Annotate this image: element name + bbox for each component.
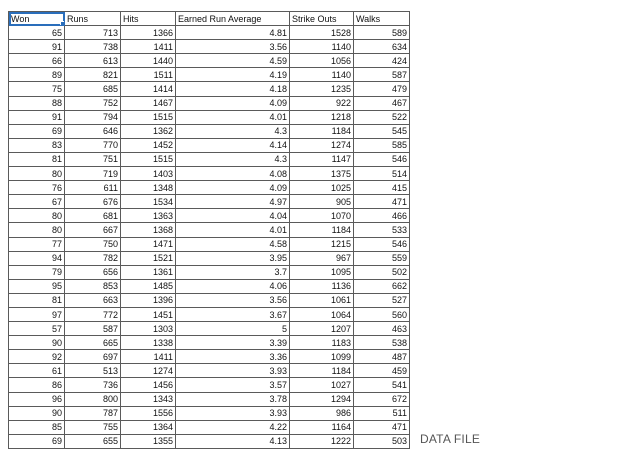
cell-won[interactable]: 90 <box>9 336 65 350</box>
cell-walks[interactable]: 672 <box>354 392 410 406</box>
cell-hits[interactable]: 1348 <box>121 181 176 195</box>
cell-strike-outs[interactable]: 1099 <box>290 350 354 364</box>
cell-won[interactable]: 79 <box>9 265 65 279</box>
cell-walks[interactable]: 546 <box>354 237 410 251</box>
cell-earned-run-average[interactable]: 4.01 <box>176 223 290 237</box>
table-row <box>9 40 410 54</box>
cell-hits[interactable]: 1303 <box>121 322 176 336</box>
cell-strike-outs[interactable]: 922 <box>290 96 354 110</box>
cell-strike-outs[interactable]: 1183 <box>290 336 354 350</box>
cell-runs[interactable]: 787 <box>65 406 121 420</box>
table-row <box>9 434 410 448</box>
cell-earned-run-average[interactable]: 3.36 <box>176 350 290 364</box>
cell-hits[interactable]: 1511 <box>121 68 176 82</box>
cell-earned-run-average[interactable]: 4.04 <box>176 209 290 223</box>
cell-runs[interactable]: 750 <box>65 237 121 251</box>
cell-hits[interactable]: 1515 <box>121 110 176 124</box>
cell-hits[interactable]: 1521 <box>121 251 176 265</box>
header-runs[interactable]: Runs <box>65 12 121 26</box>
cell-won[interactable]: 94 <box>9 251 65 265</box>
header-hits[interactable]: Hits <box>121 12 176 26</box>
cell-won[interactable]: 92 <box>9 350 65 364</box>
cell-earned-run-average[interactable]: 4.09 <box>176 96 290 110</box>
cell-earned-run-average[interactable]: 4.22 <box>176 420 290 434</box>
cell-strike-outs[interactable]: 967 <box>290 251 354 265</box>
cell-won[interactable]: 85 <box>9 420 65 434</box>
table-row <box>9 195 410 209</box>
cell-walks[interactable]: 560 <box>354 307 410 321</box>
cell-runs[interactable]: 697 <box>65 350 121 364</box>
table-row <box>9 307 410 321</box>
cell-won[interactable]: 65 <box>9 26 65 40</box>
cell-walks[interactable]: 471 <box>354 195 410 209</box>
cell-walks[interactable]: 459 <box>354 364 410 378</box>
cell-runs[interactable]: 752 <box>65 96 121 110</box>
cell-hits[interactable]: 1274 <box>121 364 176 378</box>
header-strike-outs[interactable]: Strike Outs <box>290 12 354 26</box>
cell-hits[interactable]: 1471 <box>121 237 176 251</box>
cell-strike-outs[interactable]: 1147 <box>290 152 354 166</box>
cell-walks[interactable]: 479 <box>354 82 410 96</box>
cell-walks[interactable]: 527 <box>354 293 410 307</box>
cell-hits[interactable]: 1467 <box>121 96 176 110</box>
cell-walks[interactable]: 634 <box>354 40 410 54</box>
cell-runs[interactable]: 646 <box>65 124 121 138</box>
table-row <box>9 293 410 307</box>
cell-earned-run-average[interactable]: 4.14 <box>176 138 290 152</box>
header-walks[interactable]: Walks <box>354 12 410 26</box>
table-row <box>9 406 410 420</box>
cell-strike-outs[interactable]: 1274 <box>290 138 354 152</box>
cell-runs[interactable]: 656 <box>65 265 121 279</box>
cell-hits[interactable]: 1364 <box>121 420 176 434</box>
table-row <box>9 378 410 392</box>
cell-walks[interactable]: 662 <box>354 279 410 293</box>
cell-hits[interactable]: 1411 <box>121 40 176 54</box>
cell-earned-run-average[interactable]: 3.78 <box>176 392 290 406</box>
cell-runs[interactable]: 821 <box>65 68 121 82</box>
selection-fill-handle[interactable] <box>60 21 65 26</box>
cell-earned-run-average[interactable]: 4.18 <box>176 82 290 96</box>
cell-walks[interactable]: 533 <box>354 223 410 237</box>
cell-hits[interactable]: 1411 <box>121 350 176 364</box>
header-earned-run-average[interactable]: Earned Run Average <box>176 12 290 26</box>
cell-hits[interactable]: 1362 <box>121 124 176 138</box>
cell-earned-run-average[interactable]: 5 <box>176 322 290 336</box>
cell-earned-run-average[interactable]: 3.7 <box>176 265 290 279</box>
cell-hits[interactable]: 1556 <box>121 406 176 420</box>
table-row <box>9 96 410 110</box>
cell-earned-run-average[interactable]: 3.56 <box>176 40 290 54</box>
cell-walks[interactable]: 559 <box>354 251 410 265</box>
cell-won[interactable]: 83 <box>9 138 65 152</box>
cell-won[interactable]: 80 <box>9 167 65 181</box>
cell-runs[interactable]: 665 <box>65 336 121 350</box>
cell-won[interactable]: 89 <box>9 68 65 82</box>
cell-walks[interactable]: 511 <box>354 406 410 420</box>
cell-runs[interactable]: 713 <box>65 26 121 40</box>
cell-runs[interactable]: 513 <box>65 364 121 378</box>
cell-won[interactable]: 91 <box>9 40 65 54</box>
cell-earned-run-average[interactable]: 3.57 <box>176 378 290 392</box>
cell-earned-run-average[interactable]: 4.08 <box>176 167 290 181</box>
cell-walks[interactable]: 463 <box>354 322 410 336</box>
cell-runs[interactable]: 655 <box>65 434 121 448</box>
cell-won[interactable]: 86 <box>9 378 65 392</box>
cell-strike-outs[interactable]: 1184 <box>290 124 354 138</box>
cell-earned-run-average[interactable]: 3.93 <box>176 364 290 378</box>
cell-won[interactable]: 75 <box>9 82 65 96</box>
cell-won[interactable]: 67 <box>9 195 65 209</box>
table-row <box>9 152 410 166</box>
cell-won[interactable]: 77 <box>9 237 65 251</box>
cell-walks[interactable]: 541 <box>354 378 410 392</box>
cell-strike-outs[interactable]: 1061 <box>290 293 354 307</box>
table-row <box>9 54 410 68</box>
cell-earned-run-average[interactable]: 3.95 <box>176 251 290 265</box>
cell-strike-outs[interactable]: 1184 <box>290 364 354 378</box>
cell-walks[interactable]: 522 <box>354 110 410 124</box>
table-row <box>9 336 410 350</box>
cell-strike-outs[interactable]: 1235 <box>290 82 354 96</box>
cell-runs[interactable]: 681 <box>65 209 121 223</box>
cell-walks[interactable]: 466 <box>354 209 410 223</box>
cell-won[interactable]: 57 <box>9 322 65 336</box>
cell-hits[interactable]: 1403 <box>121 167 176 181</box>
table-row <box>9 138 410 152</box>
cell-walks[interactable]: 487 <box>354 350 410 364</box>
cell-earned-run-average[interactable]: 4.19 <box>176 68 290 82</box>
cell-strike-outs[interactable]: 1207 <box>290 322 354 336</box>
cell-won[interactable]: 95 <box>9 279 65 293</box>
cell-won[interactable]: 81 <box>9 293 65 307</box>
cell-won[interactable]: 76 <box>9 181 65 195</box>
cell-walks[interactable]: 467 <box>354 96 410 110</box>
cell-runs[interactable]: 755 <box>65 420 121 434</box>
cell-earned-run-average[interactable]: 4.81 <box>176 26 290 40</box>
cell-earned-run-average[interactable]: 4.13 <box>176 434 290 448</box>
table-row <box>9 110 410 124</box>
cell-strike-outs[interactable]: 1064 <box>290 307 354 321</box>
table-body <box>9 26 410 449</box>
cell-hits[interactable]: 1338 <box>121 336 176 350</box>
cell-runs[interactable]: 736 <box>65 378 121 392</box>
cell-earned-run-average[interactable]: 4.06 <box>176 279 290 293</box>
cell-won[interactable]: 69 <box>9 124 65 138</box>
cell-strike-outs[interactable]: 1027 <box>290 378 354 392</box>
cell-hits[interactable]: 1534 <box>121 195 176 209</box>
cell-earned-run-average[interactable]: 4.97 <box>176 195 290 209</box>
cell-won[interactable]: 81 <box>9 152 65 166</box>
cell-strike-outs[interactable]: 1164 <box>290 420 354 434</box>
cell-hits[interactable]: 1515 <box>121 152 176 166</box>
cell-earned-run-average[interactable]: 3.39 <box>176 336 290 350</box>
cell-hits[interactable]: 1363 <box>121 209 176 223</box>
cell-runs[interactable]: 738 <box>65 40 121 54</box>
cell-won[interactable]: 90 <box>9 406 65 420</box>
cell-strike-outs[interactable]: 1215 <box>290 237 354 251</box>
cell-hits[interactable]: 1440 <box>121 54 176 68</box>
cell-strike-outs[interactable]: 1218 <box>290 110 354 124</box>
table-row <box>9 124 410 138</box>
cell-runs[interactable]: 853 <box>65 279 121 293</box>
cell-walks[interactable]: 514 <box>354 167 410 181</box>
table-row <box>9 364 410 378</box>
cell-earned-run-average[interactable]: 4.3 <box>176 124 290 138</box>
table-row <box>9 265 410 279</box>
cell-won[interactable]: 88 <box>9 96 65 110</box>
cell-won[interactable]: 80 <box>9 209 65 223</box>
cell-strike-outs[interactable]: 1136 <box>290 279 354 293</box>
cell-strike-outs[interactable]: 1375 <box>290 167 354 181</box>
cell-won[interactable]: 96 <box>9 392 65 406</box>
cell-runs[interactable]: 613 <box>65 54 121 68</box>
table-row <box>9 279 410 293</box>
cell-hits[interactable]: 1485 <box>121 279 176 293</box>
cell-hits[interactable]: 1355 <box>121 434 176 448</box>
cell-walks[interactable]: 502 <box>354 265 410 279</box>
cell-runs[interactable]: 782 <box>65 251 121 265</box>
cell-won[interactable]: 97 <box>9 307 65 321</box>
cell-won[interactable]: 91 <box>9 110 65 124</box>
cell-strike-outs[interactable]: 1070 <box>290 209 354 223</box>
cell-runs[interactable]: 587 <box>65 322 121 336</box>
cell-strike-outs[interactable]: 986 <box>290 406 354 420</box>
cell-hits[interactable]: 1451 <box>121 307 176 321</box>
cell-runs[interactable]: 663 <box>65 293 121 307</box>
cell-walks[interactable]: 538 <box>354 336 410 350</box>
header-row <box>9 12 410 26</box>
table-row <box>9 209 410 223</box>
cell-earned-run-average[interactable]: 4.01 <box>176 110 290 124</box>
table-row <box>9 181 410 195</box>
cell-runs[interactable]: 719 <box>65 167 121 181</box>
cell-earned-run-average[interactable]: 4.59 <box>176 54 290 68</box>
header-won[interactable]: Won <box>9 12 65 26</box>
cell-runs[interactable]: 685 <box>65 82 121 96</box>
cell-earned-run-average[interactable]: 3.93 <box>176 406 290 420</box>
cell-runs[interactable]: 667 <box>65 223 121 237</box>
data-file-caption: DATA FILE <box>420 432 481 446</box>
cell-strike-outs[interactable]: 1025 <box>290 181 354 195</box>
data-table <box>8 11 410 449</box>
cell-runs[interactable]: 770 <box>65 138 121 152</box>
cell-strike-outs[interactable]: 1140 <box>290 68 354 82</box>
cell-hits[interactable]: 1414 <box>121 82 176 96</box>
cell-walks[interactable]: 585 <box>354 138 410 152</box>
cell-hits[interactable]: 1361 <box>121 265 176 279</box>
cell-walks[interactable]: 471 <box>354 420 410 434</box>
table-row <box>9 26 410 40</box>
cell-runs[interactable]: 772 <box>65 307 121 321</box>
table-row <box>9 223 410 237</box>
table-row <box>9 392 410 406</box>
cell-walks[interactable]: 545 <box>354 124 410 138</box>
cell-walks[interactable]: 589 <box>354 26 410 40</box>
cell-hits[interactable]: 1396 <box>121 293 176 307</box>
cell-earned-run-average[interactable]: 4.58 <box>176 237 290 251</box>
cell-runs[interactable]: 794 <box>65 110 121 124</box>
table-row <box>9 237 410 251</box>
cell-walks[interactable]: 587 <box>354 68 410 82</box>
cell-strike-outs[interactable]: 1095 <box>290 265 354 279</box>
cell-strike-outs[interactable]: 905 <box>290 195 354 209</box>
cell-won[interactable]: 61 <box>9 364 65 378</box>
cell-strike-outs[interactable]: 1222 <box>290 434 354 448</box>
cell-won[interactable]: 80 <box>9 223 65 237</box>
cell-hits[interactable]: 1456 <box>121 378 176 392</box>
cell-strike-outs[interactable]: 1184 <box>290 223 354 237</box>
table-row <box>9 167 410 181</box>
cell-runs[interactable]: 751 <box>65 152 121 166</box>
table-row <box>9 68 410 82</box>
cell-walks[interactable]: 546 <box>354 152 410 166</box>
cell-strike-outs[interactable]: 1056 <box>290 54 354 68</box>
cell-strike-outs[interactable]: 1140 <box>290 40 354 54</box>
cell-hits[interactable]: 1368 <box>121 223 176 237</box>
table-row <box>9 322 410 336</box>
cell-runs[interactable]: 611 <box>65 181 121 195</box>
cell-earned-run-average[interactable]: 4.3 <box>176 152 290 166</box>
cell-earned-run-average[interactable]: 4.09 <box>176 181 290 195</box>
cell-hits[interactable]: 1452 <box>121 138 176 152</box>
cell-earned-run-average[interactable]: 3.56 <box>176 293 290 307</box>
cell-won[interactable]: 69 <box>9 434 65 448</box>
cell-strike-outs[interactable]: 1294 <box>290 392 354 406</box>
table-row <box>9 82 410 96</box>
cell-walks[interactable]: 503 <box>354 434 410 448</box>
cell-won[interactable]: 66 <box>9 54 65 68</box>
table-row <box>9 350 410 364</box>
table-row <box>9 420 410 434</box>
cell-walks[interactable]: 415 <box>354 181 410 195</box>
table-row <box>9 251 410 265</box>
cell-walks[interactable]: 424 <box>354 54 410 68</box>
cell-runs[interactable]: 800 <box>65 392 121 406</box>
cell-runs[interactable]: 676 <box>65 195 121 209</box>
cell-earned-run-average[interactable]: 3.67 <box>176 307 290 321</box>
cell-hits[interactable]: 1343 <box>121 392 176 406</box>
cell-hits[interactable]: 1366 <box>121 26 176 40</box>
cell-strike-outs[interactable]: 1528 <box>290 26 354 40</box>
